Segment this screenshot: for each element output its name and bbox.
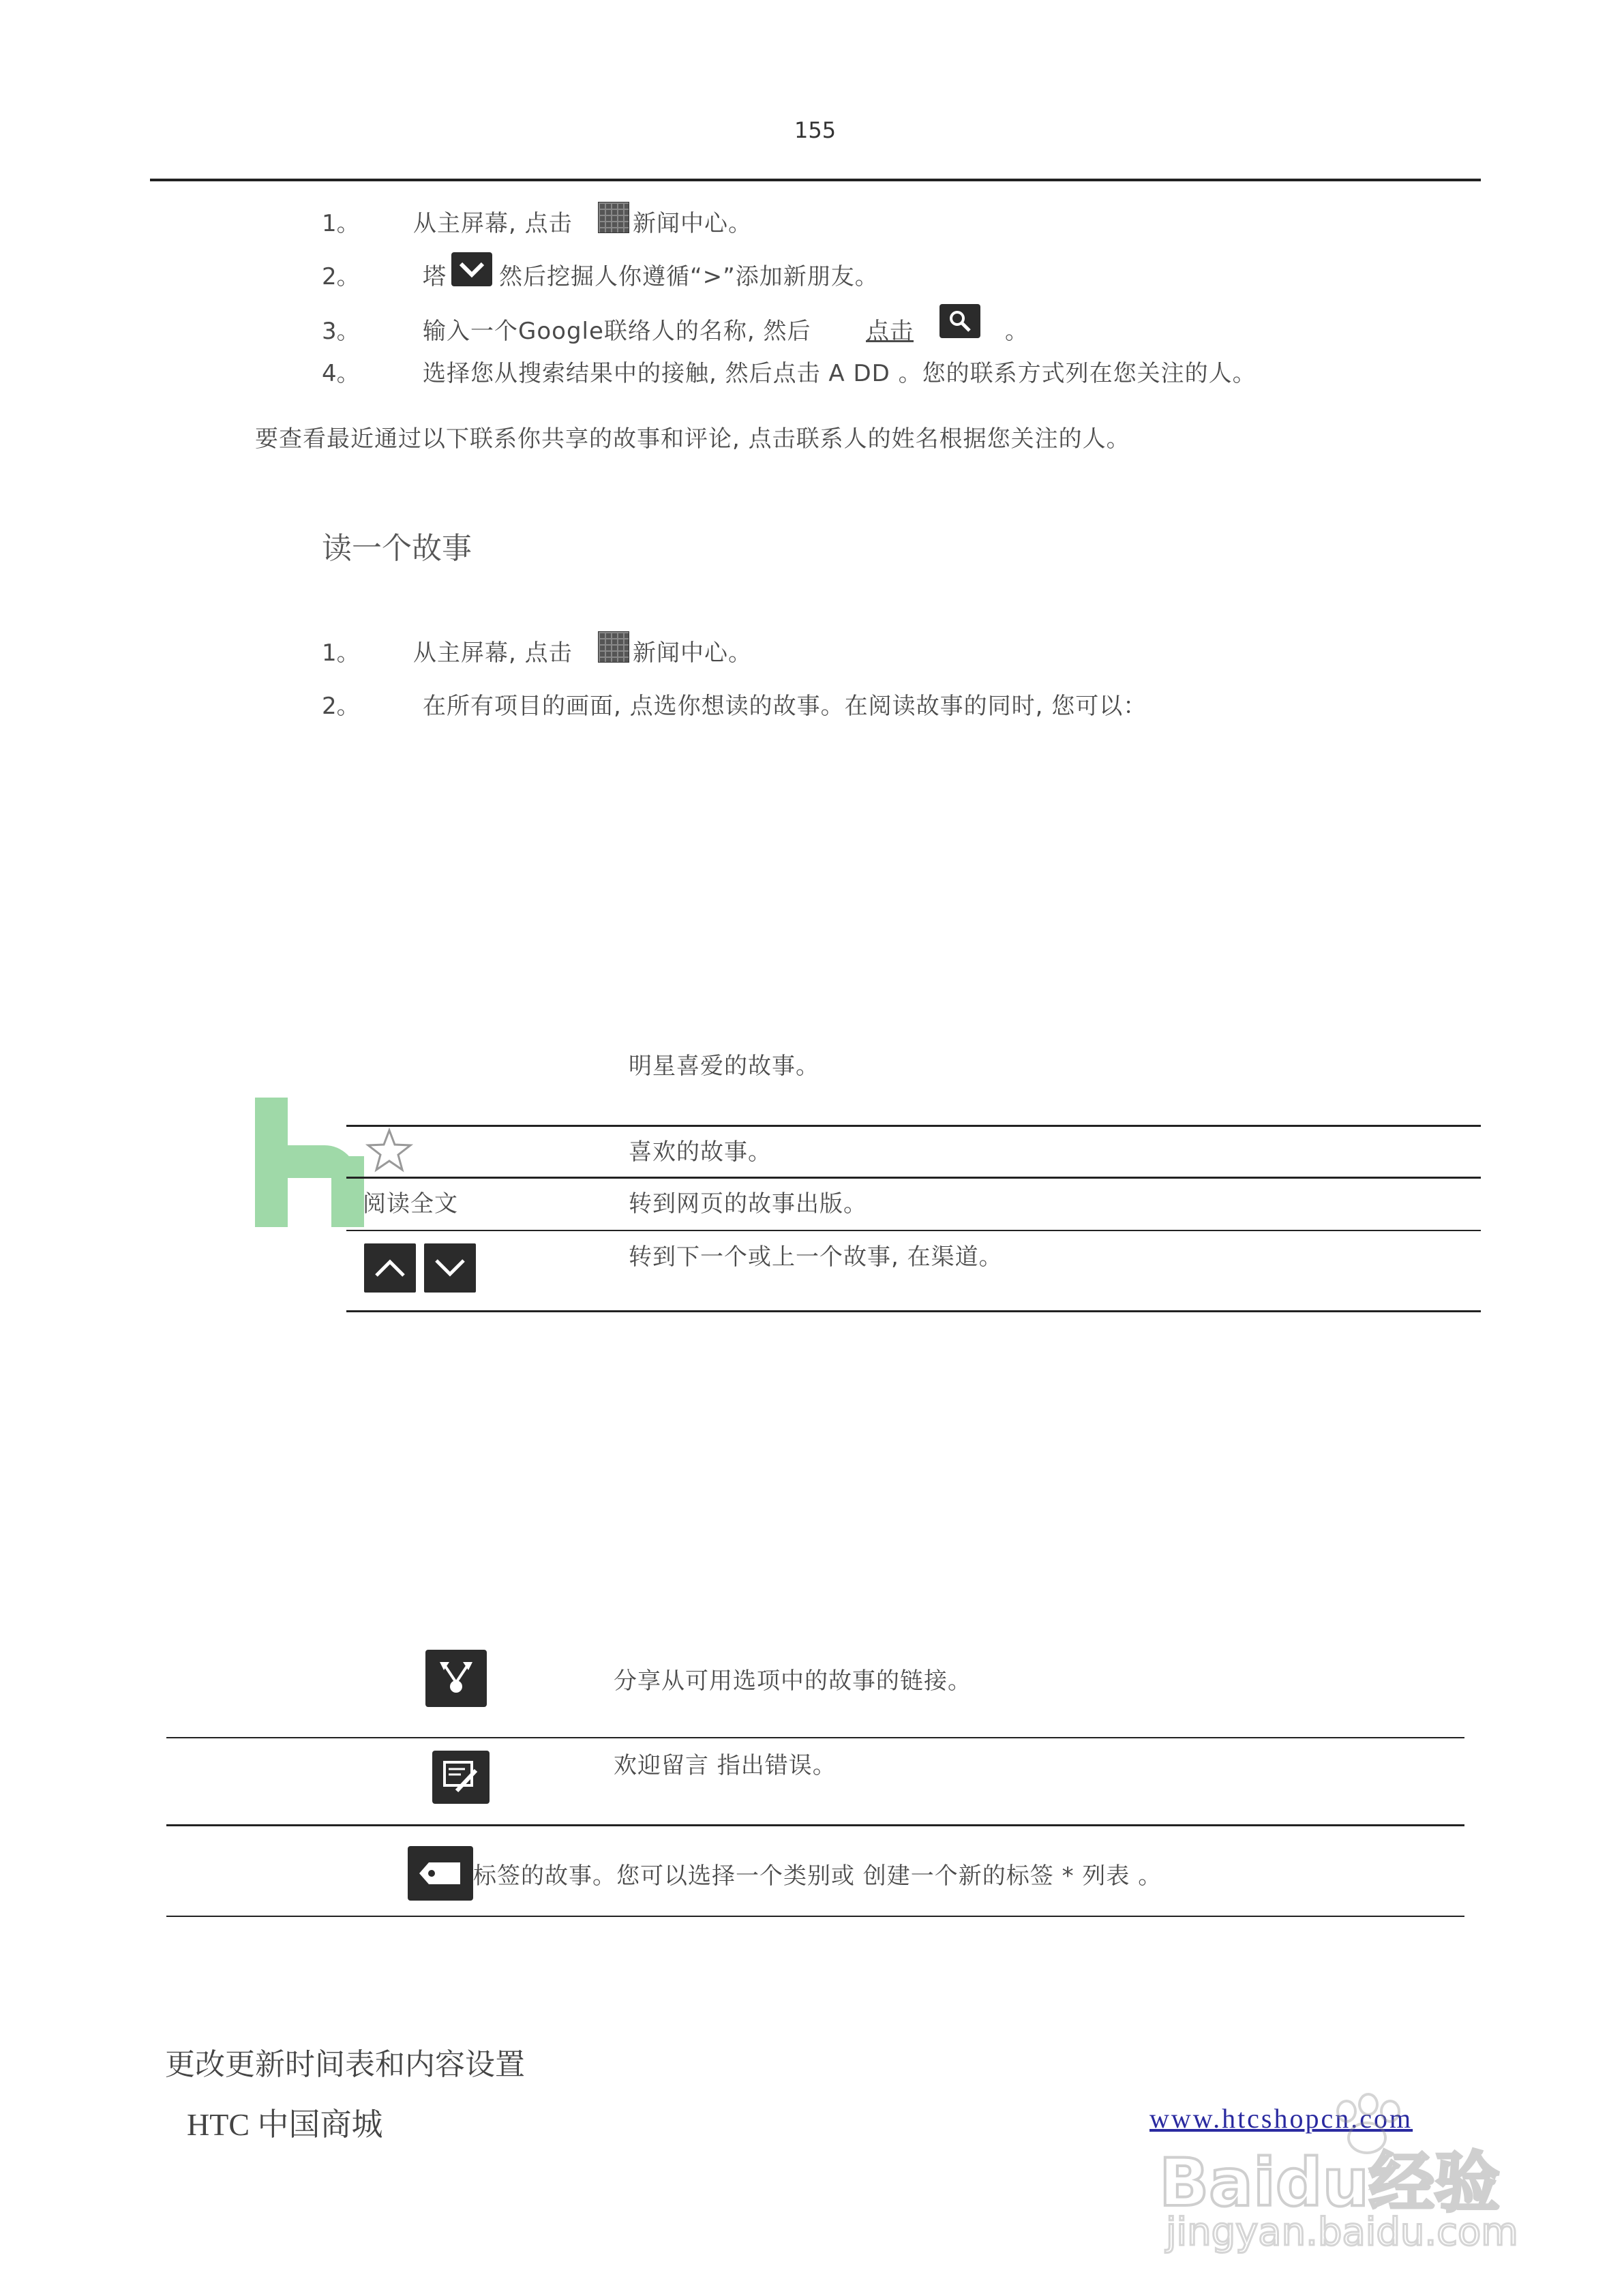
row-desc: 分享从可用选项中的故事的链接。 (614, 1667, 972, 1695)
table-line (166, 1737, 1464, 1738)
table-line (346, 1310, 1481, 1312)
paragraph-recent: 要查看最近通过以下联系你共享的故事和评论, 点击联系人的姓名根据您关注的人。 (255, 425, 1130, 453)
tap-link[interactable]: 点击 (866, 318, 914, 345)
table-line (166, 1824, 1464, 1826)
step-number: 3。 (322, 318, 360, 345)
table-caption: 明星喜爱的故事。 (629, 1053, 819, 1080)
row-desc: 转到网页的故事出版。 (629, 1190, 867, 1218)
share-icon[interactable] (425, 1650, 487, 1707)
step-text: 从主屏幕, 点击 (413, 210, 573, 237)
watermark-text: Baidu经验 (1159, 2145, 1500, 2221)
step-text: 。 (1005, 318, 1029, 345)
grid-icon (598, 202, 629, 233)
baidu-watermark (1159, 2093, 1541, 2256)
step-number: 1。 (322, 210, 360, 237)
up-arrow-icon[interactable] (364, 1243, 416, 1293)
table-line (346, 1230, 1481, 1231)
green-h-mark (255, 1098, 371, 1227)
step-number: 2。 (322, 263, 360, 290)
step-text: 然后挖掘人你遵循“>”添加新朋友。 (499, 263, 879, 290)
watermark-url: jingyan.baidu.com (1166, 2210, 1518, 2254)
header-divider (150, 179, 1481, 181)
step-text: 选择您从搜索结果中的接触, 然后点击 A DD 。您的联系方式列在您关注的人。 (423, 360, 1257, 387)
search-icon (939, 304, 980, 338)
step-number: 2。 (322, 693, 360, 720)
step-number: 1。 (322, 639, 360, 667)
page-number: 155 (794, 117, 837, 143)
step-text: 塔 (423, 263, 447, 290)
down-arrow-icon[interactable] (424, 1243, 476, 1293)
step-text: 在所有项目的画面, 点选你想读的故事。在阅读故事的同时, 您可以： (423, 693, 1147, 720)
section-heading-update: 更改更新时间表和内容设置 (165, 2047, 525, 2082)
section-heading-read: 读一个故事 (322, 531, 472, 566)
chevron-down-icon (451, 252, 492, 286)
footer-left: HTC 中国商城 (187, 2107, 383, 2142)
row-desc: 欢迎留言 指出错误。 (614, 1752, 837, 1779)
row-desc: 转到下一个或上一个故事, 在渠道。 (629, 1243, 1003, 1271)
grid-icon (598, 631, 629, 663)
step-text: 新闻中心。 (633, 210, 752, 237)
step-number: 4。 (322, 360, 360, 387)
footer-website-link[interactable]: www.htcshopcn.com (1149, 2103, 1413, 2134)
row-desc: 喜欢的故事。 (629, 1138, 772, 1166)
comment-edit-icon[interactable] (432, 1751, 490, 1804)
star-icon[interactable] (364, 1126, 415, 1174)
step-text: 从主屏幕, 点击 (413, 639, 573, 667)
row-desc: 标签的故事。您可以选择一个类别或 创建一个新的标签 * 列表 。 (473, 1862, 1162, 1890)
table-line (166, 1916, 1464, 1917)
table-line (346, 1177, 1481, 1179)
step-text: 输入一个Google联络人的名称, 然后 (423, 318, 811, 345)
read-full-text-label[interactable]: 阅读全文 (363, 1190, 458, 1218)
tag-icon[interactable] (408, 1846, 473, 1901)
step-text: 新闻中心。 (633, 639, 752, 667)
table-line (346, 1125, 1481, 1127)
